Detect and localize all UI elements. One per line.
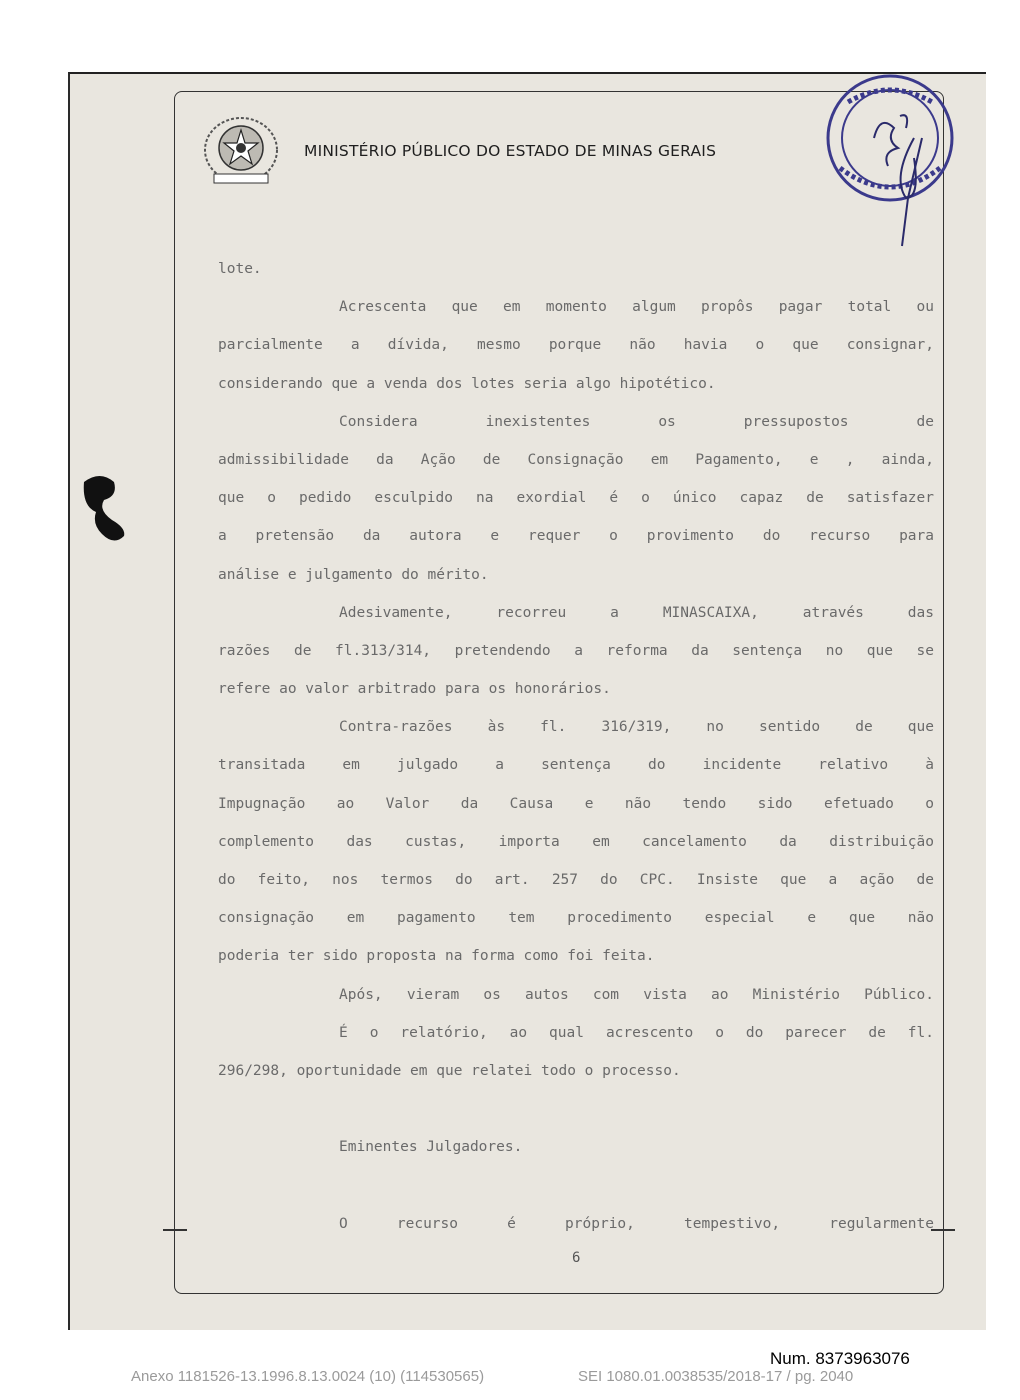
text-line: Após, vieram os autos com vista ao Ministério Público. bbox=[339, 986, 934, 1003]
text-line: complemento das custas, importa em cancelamento da distribuição bbox=[218, 833, 934, 850]
text-line: considerando que a venda dos lotes seria algo hipotético. bbox=[218, 375, 716, 392]
text-line: refere ao valor arbitrado para os honorários. bbox=[218, 681, 611, 698]
text-line: Impugnação ao Valor da Causa e não tendo sido efetuado o bbox=[218, 795, 934, 812]
text-line: parcialmente a dívida, mesmo porque não havia o que consignar, bbox=[218, 337, 934, 354]
blank-line bbox=[218, 1096, 934, 1134]
text-line: Contra-razões às fl. 316/319, no sentido de que bbox=[339, 719, 934, 736]
court-stamp-icon bbox=[810, 68, 970, 258]
text-line: análise e julgamento do mérito. bbox=[218, 566, 489, 583]
coat-of-arms-icon bbox=[200, 114, 282, 192]
text-line: razões de fl.313/314, pretendendo a reforma da sentença no que se bbox=[218, 642, 934, 659]
text-line: poderia ter sido proposta na forma como foi feita. bbox=[218, 948, 655, 965]
institution-title: MINISTÉRIO PÚBLICO DO ESTADO DE MINAS GERAIS bbox=[304, 142, 717, 160]
text-line: É o relatório, ao qual acrescento o do parecer de fl. bbox=[339, 1024, 934, 1041]
text-line: do feito, nos termos do art. 257 do CPC. Insiste que a ação de bbox=[218, 872, 934, 888]
margin-mark-left bbox=[163, 1229, 187, 1231]
document-body bbox=[218, 256, 934, 1249]
text-line: Acrescenta que em momento algum propôs pagar total ou bbox=[339, 299, 934, 316]
page-number: 6 bbox=[572, 1250, 581, 1266]
text-line: Eminentes Julgadores. bbox=[339, 1139, 523, 1156]
text-line: consignação em pagamento tem procedimento especial e que não bbox=[218, 910, 934, 927]
ink-blot bbox=[74, 470, 134, 550]
text-line: admissibilidade da Ação de Consignação em Pagamento, e , ainda, bbox=[218, 451, 934, 468]
text-line: que o pedido esculpido na exordial é o único capaz de satisfazer bbox=[218, 490, 934, 507]
text-line: Adesivamente, recorreu a MINASCAIXA, através das bbox=[339, 604, 934, 621]
blank-line bbox=[218, 1173, 934, 1211]
text-line: lote. bbox=[218, 261, 262, 277]
annex-reference: Anexo 1181526-13.1996.8.13.0024 (10) (114530565) bbox=[131, 1368, 485, 1385]
document-id: Num. 8373963076 bbox=[770, 1349, 910, 1368]
sei-reference: SEI 1080.01.0038535/2018-17 / pg. 2040 bbox=[578, 1368, 854, 1385]
text-line: a pretensão da autora e requer o provimento do recurso para bbox=[218, 528, 934, 545]
text-line: O recurso é próprio, tempestivo, regularmente bbox=[339, 1215, 934, 1232]
text-line: transitada em julgado a sentença do incidente relativo à bbox=[218, 757, 934, 774]
text-line: 296/298, oportunidade em que relatei todo o processo. bbox=[218, 1062, 681, 1079]
text-line: Considera inexistentes os pressupostos de bbox=[339, 413, 934, 430]
margin-mark-right bbox=[931, 1229, 955, 1231]
